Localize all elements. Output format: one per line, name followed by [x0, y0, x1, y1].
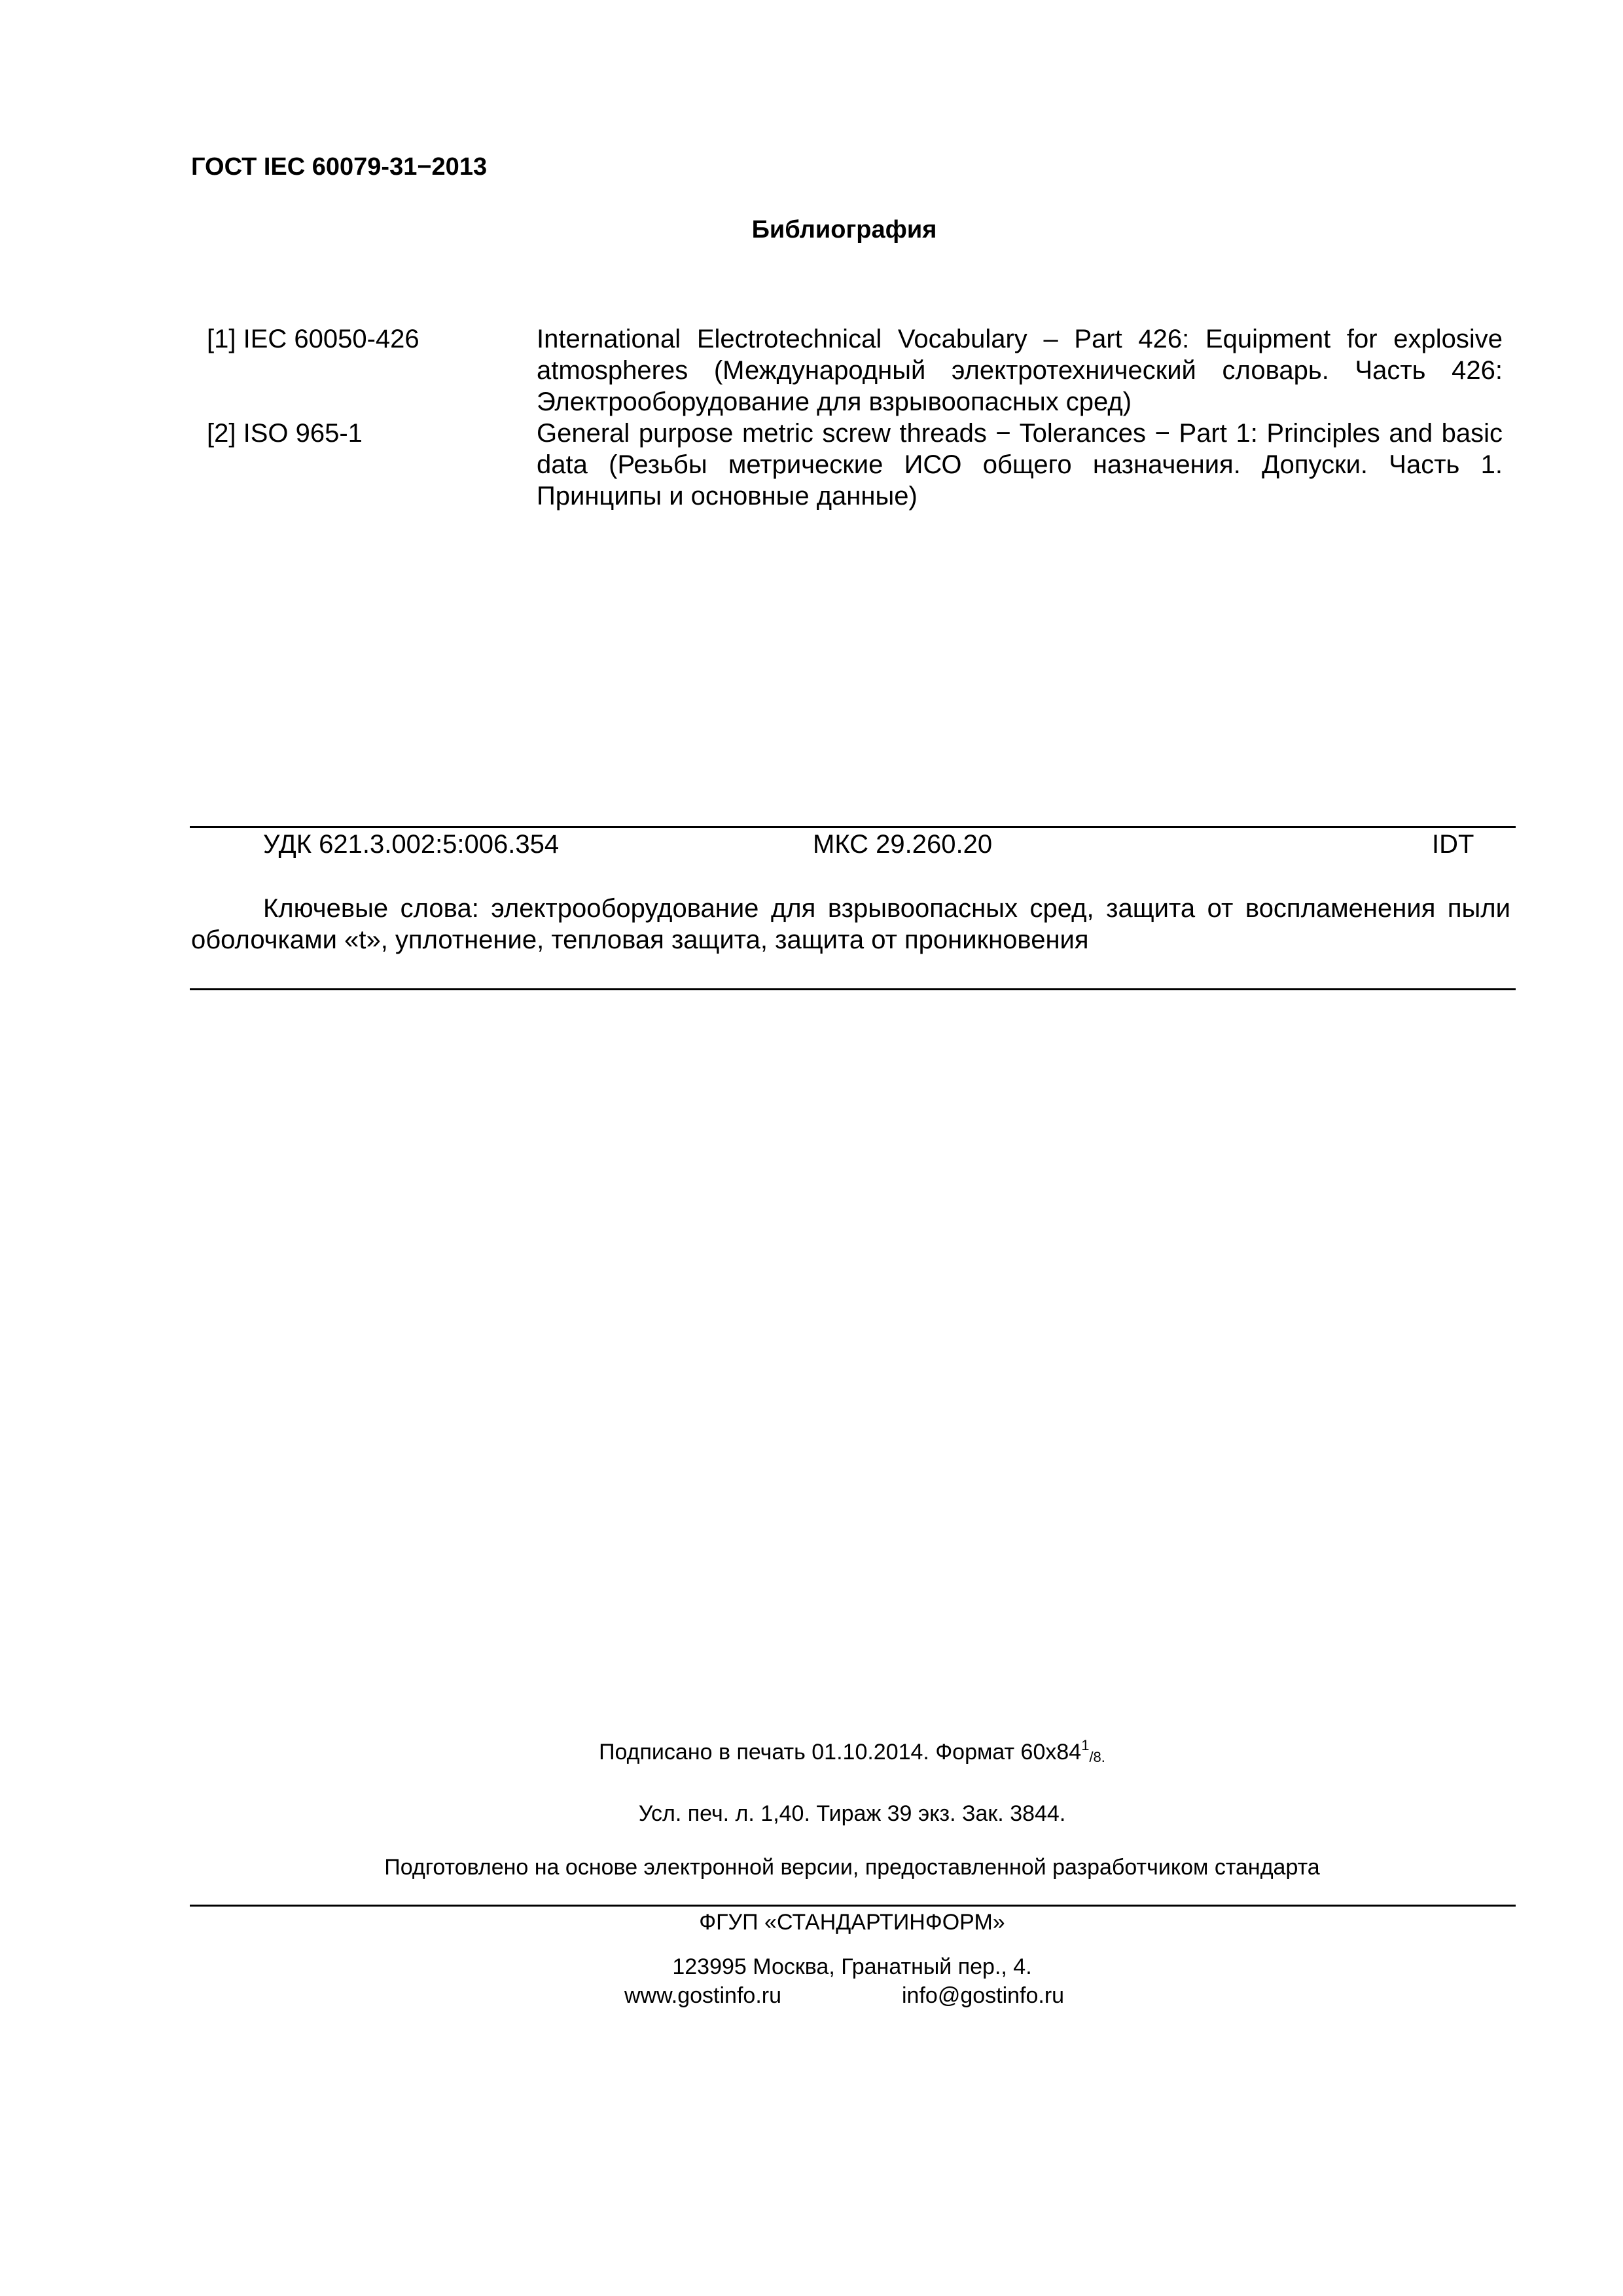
bibliography-entry-2-text: General purpose metric screw threads − Tolerances − Part 1: Principles and basic data (Резьбы метрические ИСО общего назначения. Допуски. Часть 1. Принципы и основные данные)	[537, 419, 1503, 511]
format-superscript: 1	[1081, 1737, 1090, 1753]
prepared-note: Подготовлено на основе электронной версии, предоставленной разработчиком стандарта	[384, 1855, 1320, 1880]
document-id: ГОСТ IEC 60079-31−2013	[191, 153, 488, 181]
signed-to-print-text: Подписано в печать 01.10.2014. Формат 60х84	[599, 1740, 1082, 1765]
print-info-line: Усл. печ. л. 1,40. Тираж 39 экз. Зак. 3844.	[638, 1801, 1066, 1826]
separator-line-top	[190, 826, 1516, 828]
format-subscript: /8.	[1089, 1749, 1105, 1765]
publisher-address: 123995 Москва, Гранатный пер., 4.	[672, 1954, 1032, 1979]
bibliography-entry-1-text: International Electrotechnical Vocabulary – Part 426: Equipment for explosive atmospheres (Международный электротехнический словарь. Часть 426: Электрооборудование для взрывоопасных сред)	[537, 325, 1503, 416]
idt-mark: IDT	[1432, 830, 1474, 859]
keywords-paragraph: Ключевые слова: электрооборудование для взрывоопасных сред, защита от воспламенения пыли оболочками «t», уплотнение, тепловая защита, защита от проникновения	[191, 894, 1510, 954]
separator-line-bottom	[190, 988, 1516, 990]
bibliography-entry-2-number: [2] ISO 965-1	[207, 419, 363, 448]
bibliography-entry-1-number: [1] IEC 60050-426	[207, 325, 419, 353]
separator-line-imprint	[190, 1905, 1516, 1907]
mks-code: МКС 29.260.20	[813, 830, 993, 859]
bibliography-title: Библиография	[751, 216, 937, 243]
publisher-name: ФГУП «СТАНДАРТИНФОРМ»	[699, 1910, 1005, 1935]
signed-to-print-line	[0, 1737, 1623, 1766]
udk-code: УДК 621.3.002:5:006.354	[263, 830, 560, 859]
website-link[interactable]: www.gostinfo.ru	[624, 1983, 781, 2008]
email-link[interactable]: info@gostinfo.ru	[902, 1983, 1065, 2008]
